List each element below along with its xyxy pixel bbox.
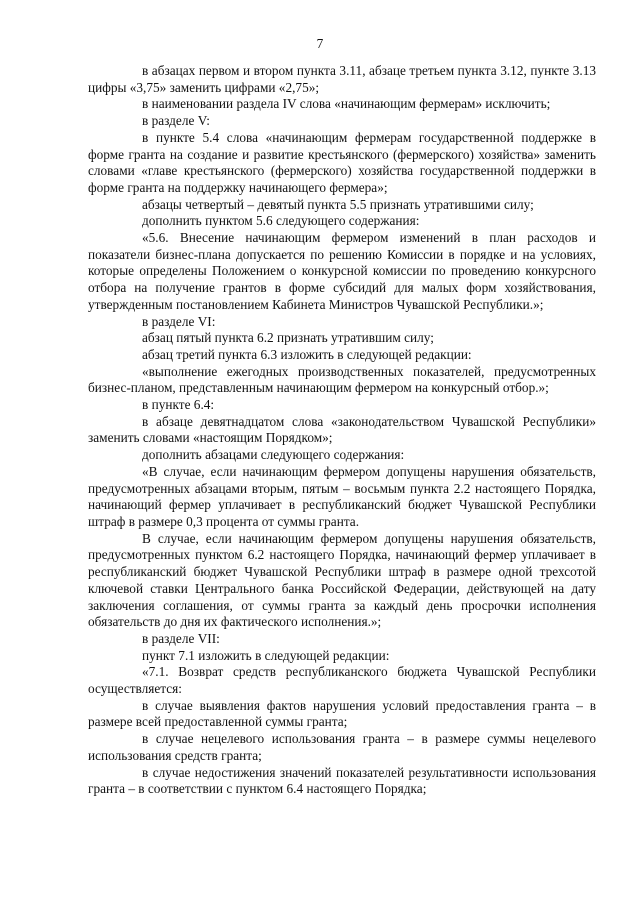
paragraph: пункт 7.1 изложить в следующей редакции: xyxy=(142,647,390,663)
paragraph: в разделе VII: xyxy=(142,630,220,646)
paragraph: В случае, если начинающим фермером допущены нарушения обязательств, предусмотренных пунктом 6.2 настоящего Порядка, начинающий фермер уплачивает в республиканский бюджет Чувашской Республики штраф в размере одной трехсотой ключевой ставки Центрального банка Российской Федерации, действующей на дату заключения соглашения, от суммы гранта за каждый день просрочки исполнения обязательств до дня их фактического исполнения.»; xyxy=(88,530,596,630)
paragraph: абзац третий пункта 6.3 изложить в следующей редакции: xyxy=(142,346,472,362)
paragraph: в абзацах первом и втором пункта 3.11, абзаце третьем пункта 3.12, пункте 3.13 цифры «3,75» заменить цифрами «2,75»; xyxy=(88,63,596,95)
paragraph: «7.1. Возврат средств республиканского бюджета Чувашской Республики осуществляется: xyxy=(88,664,596,697)
paragraph: в случае нецелевого использования гранта – в размере суммы нецелевого использования средств гранта; xyxy=(88,731,596,763)
paragraph: в абзаце девятнадцатом слова «законодательством Чувашской Республики» заменить словами «настоящим Порядком»; xyxy=(88,413,596,446)
page-number: 7 xyxy=(316,36,324,51)
paragraph: в пункте 5.4 слова «начинающим фермерам государственной поддержке в форме гранта на создание и развитие крестьянского (фермерского) хозяйства» заменить словами «главе крестьянского (фермерского) хозяйства государственной поддержки в форме гранта на поддержку начинающего фермера»; xyxy=(88,129,596,195)
paragraph: в случае выявления фактов нарушения условий предоставления гранта – в размере всей предоставленной суммы гранта; xyxy=(88,697,596,730)
paragraph: в наименовании раздела IV слова «начинающим фермерам» исключить; xyxy=(142,96,551,112)
paragraph: абзацы четвертый – девятый пункта 5.5 признать утратившими силу; xyxy=(142,196,534,212)
paragraph: «В случае, если начинающим фермером допущены нарушения обязательств, предусмотренных абзацами вторым, пятым – восьмым пункта 2.2 настоящего Порядка, начинающий фермер уплачивает в республиканский бюджет Чувашской Республики штраф в размере 0,3 процента от суммы гранта. xyxy=(88,463,596,529)
paragraph: абзац пятый пункта 6.2 признать утратившим силу; xyxy=(142,330,434,346)
paragraph: в случае недостижения значений показателей результативности использования гранта – в соответствии с пунктом 6.4 настоящего Порядка; xyxy=(88,764,596,797)
paragraph: в пункте 6.4: xyxy=(142,397,215,413)
paragraph: в разделе V: xyxy=(142,113,211,129)
paragraph: «5.6. Внесение начинающим фермером изменений в план расходов и показатели бизнес-плана допускается по решению Комиссии в порядке и на условиях, которые определены Положением о конкурсной комиссии по проведению конкурсного отбора на получение грантов в форме субсидий для малых форм хозяйствования, утвержденным постановлением Кабинета Министров Чувашской Республики.»; xyxy=(88,230,596,312)
paragraph: в разделе VI: xyxy=(142,313,216,329)
paragraph: дополнить абзацами следующего содержания: xyxy=(142,447,405,463)
paragraph: дополнить пунктом 5.6 следующего содержания: xyxy=(142,213,420,229)
document-body xyxy=(88,63,596,798)
paragraph: «выполнение ежегодных производственных показателей, предусмотренных бизнес-планом, представленным начинающим фермером на конкурсный отбор.»; xyxy=(88,363,596,396)
